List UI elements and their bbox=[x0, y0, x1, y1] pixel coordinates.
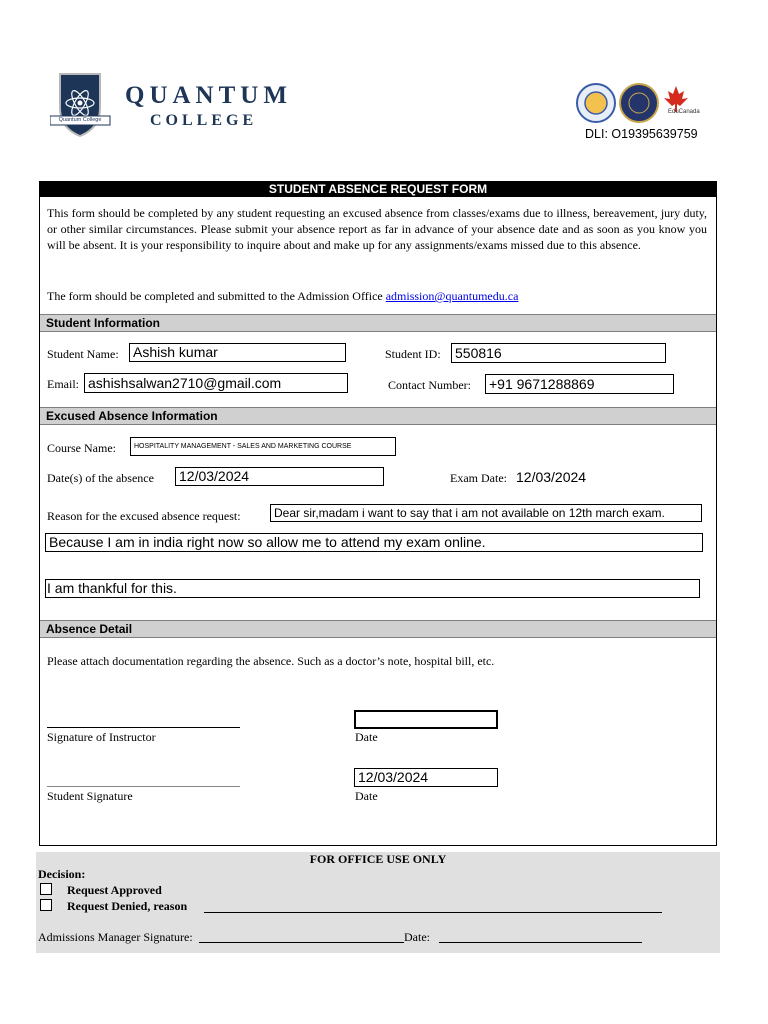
instructor-signature-line[interactable] bbox=[47, 727, 240, 728]
office-date-label: Date: bbox=[404, 930, 430, 944]
absence-dates-field[interactable]: 12/03/2024 bbox=[175, 467, 384, 486]
student-name-field[interactable]: Ashish kumar bbox=[129, 343, 346, 362]
form-intro-text: This form should be completed by any student requesting an excused absence from classes/exams due to illness, bereavement, jury duty, or other similar circumstances. Please submit your absence report as far in advance of your absence date and as soon as you know you will be absent. It is your responsibility to inquire about and make up for any assignments/exams missed due to this absence. bbox=[47, 206, 707, 253]
email-field[interactable]: ashishsalwan2710@gmail.com bbox=[84, 373, 348, 393]
college-crest-icon bbox=[50, 70, 130, 140]
course-name-field[interactable]: HOSPITALITY MANAGEMENT - SALES AND MARKETING COURSE bbox=[130, 437, 396, 456]
section-excused-absence-information: Excused Absence Information bbox=[40, 407, 716, 425]
exam-date-value[interactable]: 12/03/2024 bbox=[516, 469, 587, 485]
accreditation-seals-icon bbox=[576, 82, 721, 124]
college-logo bbox=[50, 70, 130, 140]
dli-number: DLI: O19395639759 bbox=[585, 127, 698, 141]
manager-signature-label: Admissions Manager Signature: bbox=[38, 930, 193, 944]
section-student-information: Student Information bbox=[40, 314, 716, 332]
student-id-label: Student ID: bbox=[385, 347, 441, 361]
email-label: Email: bbox=[47, 377, 79, 391]
form-title: STUDENT ABSENCE REQUEST FORM bbox=[39, 181, 717, 197]
office-date-line[interactable] bbox=[439, 942, 642, 943]
reason-field-line3[interactable]: I am thankful for this. bbox=[45, 579, 700, 598]
exam-date-label: Exam Date: bbox=[450, 471, 507, 485]
absence-dates-label: Date(s) of the absence bbox=[47, 471, 154, 485]
documentation-instruction: Please attach documentation regarding the absence. Such as a doctor’s note, hospital bill, etc. bbox=[47, 654, 495, 668]
student-date-field[interactable]: 12/03/2024 bbox=[354, 768, 498, 787]
accreditation-logos bbox=[576, 82, 721, 124]
section-absence-detail: Absence Detail bbox=[40, 620, 716, 638]
student-signature-label: Student Signature bbox=[47, 789, 133, 803]
educanada-label: EduCanada bbox=[668, 109, 700, 115]
manager-signature-line[interactable] bbox=[199, 942, 404, 943]
request-denied-label: Request Denied, reason bbox=[67, 899, 188, 913]
logo-wordmark-line1: QUANTUM bbox=[125, 82, 292, 109]
request-approved-checkbox[interactable] bbox=[40, 883, 52, 895]
course-name-label: Course Name: bbox=[47, 441, 116, 455]
instructor-signature-label: Signature of Instructor bbox=[47, 730, 156, 744]
reason-label: Reason for the excused absence request: bbox=[47, 509, 241, 523]
contact-number-field[interactable]: +91 9671288869 bbox=[485, 374, 674, 394]
student-signature-line[interactable] bbox=[47, 786, 240, 787]
decision-label: Decision: bbox=[38, 867, 86, 881]
crest-banner-text: Quantum College bbox=[58, 117, 102, 123]
student-name-label: Student Name: bbox=[47, 347, 119, 361]
instructor-date-field[interactable] bbox=[354, 710, 498, 729]
student-id-field[interactable]: 550816 bbox=[451, 343, 666, 363]
student-date-label: Date bbox=[355, 789, 378, 803]
submit-instruction bbox=[47, 289, 518, 304]
reason-field-line2[interactable]: Because I am in india right now so allow me to attend my exam online. bbox=[45, 533, 703, 552]
contact-number-label: Contact Number: bbox=[388, 378, 471, 392]
admission-email-link[interactable]: admission@quantumedu.ca bbox=[385, 289, 519, 303]
office-use-title: FOR OFFICE USE ONLY bbox=[309, 852, 447, 866]
reason-field-line1[interactable]: Dear sir,madam i want to say that i am not available on 12th march exam. bbox=[270, 504, 702, 522]
denied-reason-line[interactable] bbox=[204, 912, 662, 913]
logo-wordmark-line2: COLLEGE bbox=[150, 112, 258, 129]
request-approved-label: Request Approved bbox=[67, 883, 162, 897]
request-denied-checkbox[interactable] bbox=[40, 899, 52, 911]
instructor-date-label: Date bbox=[355, 730, 378, 744]
submit-text: The form should be completed and submitted to the Admission Office bbox=[47, 289, 386, 303]
